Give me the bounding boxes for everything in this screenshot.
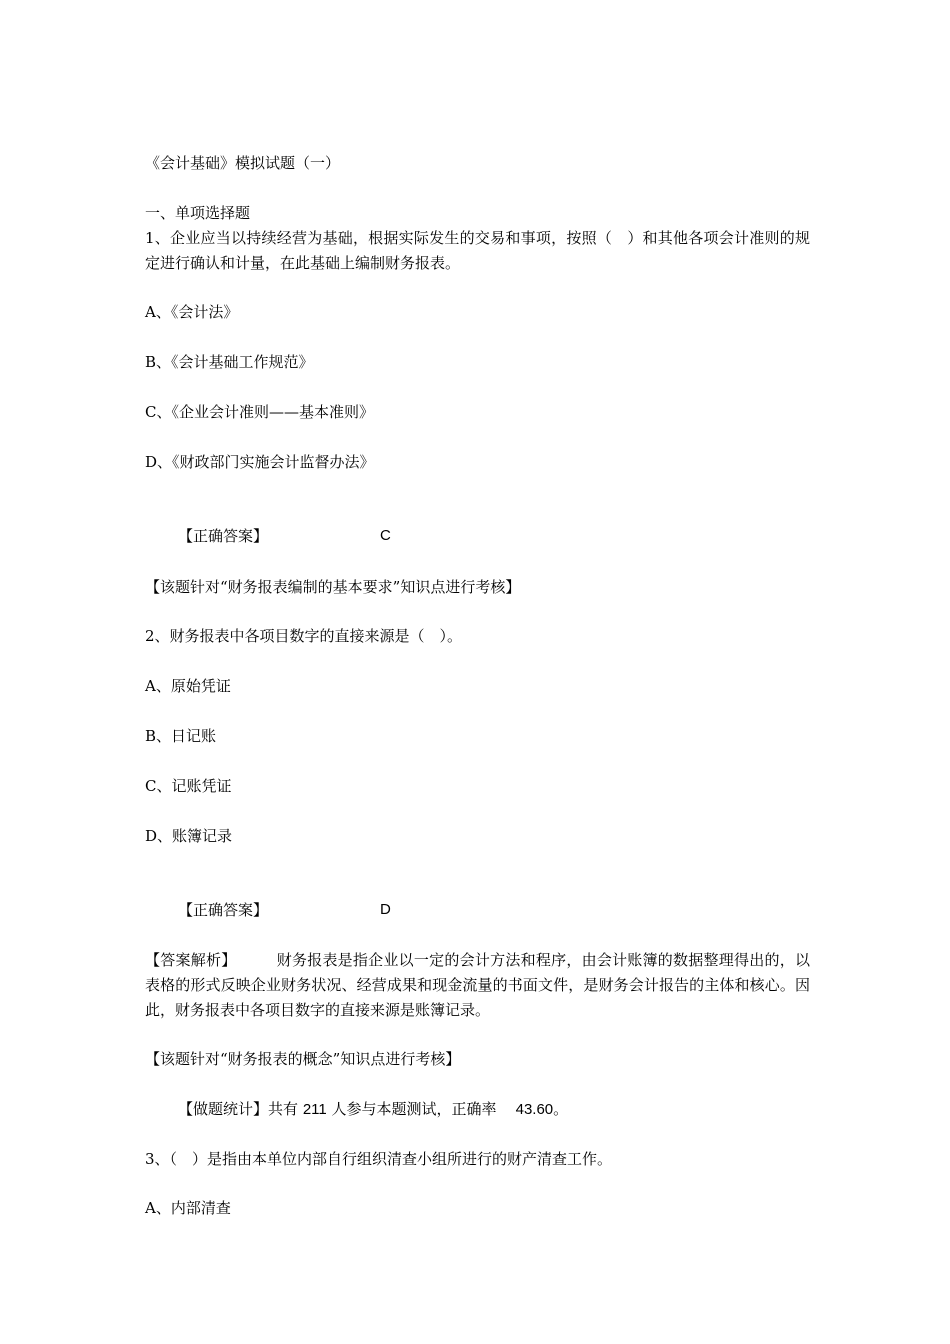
q2-option-c: C、记账凭证 [145,777,232,795]
q2-stats-text-2: 人参与本题测试，正确率 [331,1100,497,1118]
q3-option-a: A、内部清查 [145,1199,231,1217]
q2-answer-value: D [380,901,391,918]
q2-topic-note: 【该题针对“财务报表的概念”知识点进行考核】 [145,1050,461,1068]
q1-option-a: A、《会计法》 [145,303,239,321]
section-heading: 一、单项选择题 [145,204,251,222]
q1-option-d: D、《财政部门实施会计监督办法》 [145,453,375,471]
q2-stats-end: 。 [553,1100,569,1118]
q1-answer-label: 【正确答案】 [178,527,269,545]
q2-option-b: B、日记账 [145,727,217,745]
question-1-stem: 1、企业应当以持续经营为基础，根据实际发生的交易和事项，按照（ ）和其他各项会计准则的规定进行确认和计量，在此基础上编制财务报表。 [145,229,810,272]
question-2-stem: 2、财务报表中各项目数字的直接来源是（ ）。 [145,627,463,645]
q1-answer-value: C [380,527,391,544]
q2-stats-text-1: 共有 [268,1100,299,1118]
q2-stats [178,1098,843,1121]
q2-stats-count: 211 [302,1101,327,1118]
q2-analysis [145,948,810,1023]
q1-option-c: C、《企业会计准则——基本准则》 [145,403,374,421]
question-3-stem: 3、（ ）是指由本单位内部自行组织清查小组所进行的财产清查工作。 [145,1150,613,1168]
q2-analysis-text: 财务报表是指企业以一定的会计方法和程序，由会计账簿的数据整理得出的，以表格的形式反映企业财务状况、经营成果和现金流量的书面文件，是财务会计报告的主体和核心。因此，财务报表中各项目数字的直接来源是账簿记录。 [145,951,810,1019]
q2-option-a: A、原始凭证 [145,677,231,695]
q2-stats-rate: 43.60 [515,1101,554,1118]
document-title: 《会计基础》模拟试题（一） [145,154,341,172]
q2-analysis-label: 【答案解析】 [145,951,237,969]
q2-option-d: D、账簿记录 [145,827,233,845]
q2-stats-label: 【做题统计】 [178,1100,269,1118]
q1-topic-note: 【该题针对“财务报表编制的基本要求”知识点进行考核】 [145,578,521,596]
q1-option-b: B、《会计基础工作规范》 [145,353,314,371]
q2-answer-label: 【正确答案】 [178,901,269,919]
